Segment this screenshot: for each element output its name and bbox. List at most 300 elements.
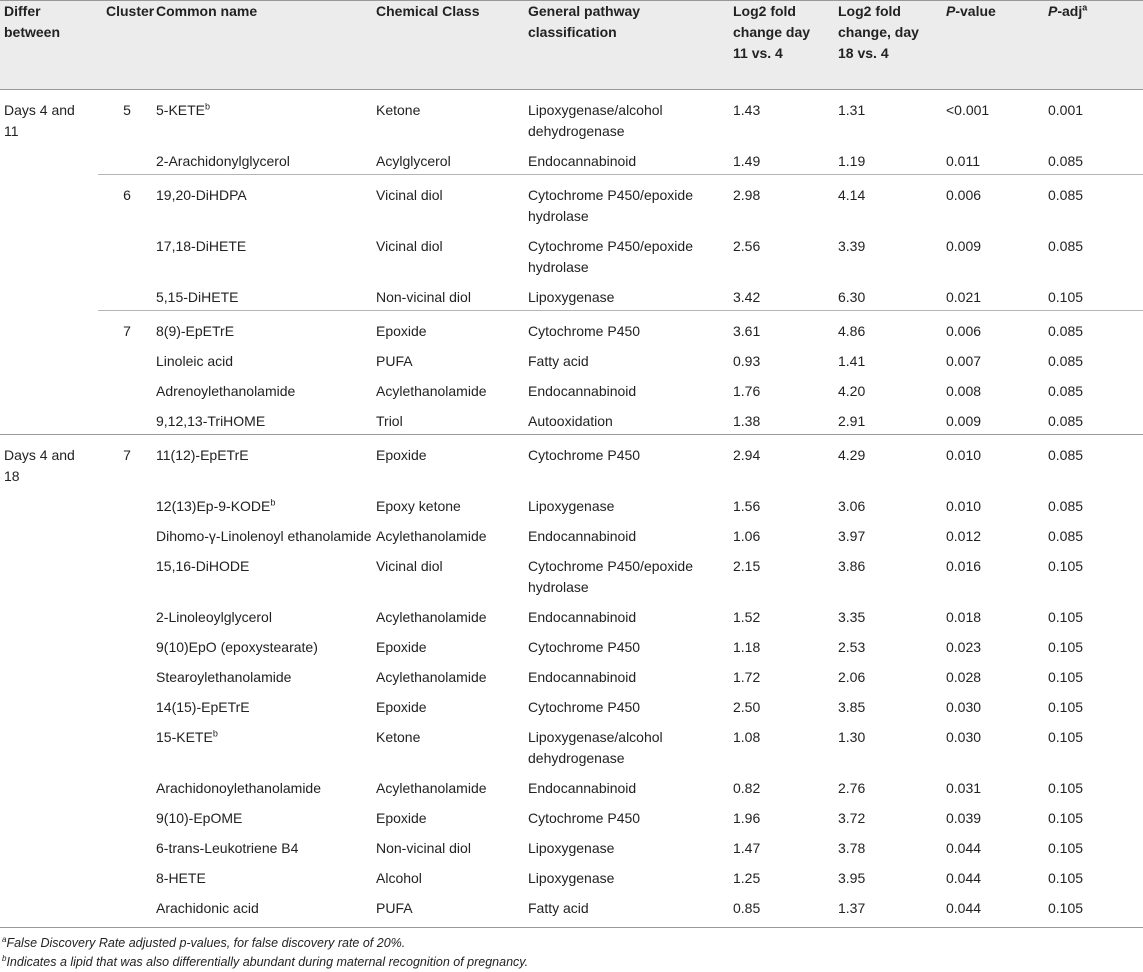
cell-common-name	[156, 229, 376, 280]
cell-log18-text: 2.53	[838, 639, 866, 655]
cell-log18	[838, 861, 946, 891]
cell-common-name	[156, 891, 376, 921]
cell-common-name	[156, 175, 376, 230]
table-row	[0, 374, 1143, 404]
cell-common-name-text: 17,18-DiHETE	[156, 238, 247, 254]
cell-pvalue-text: 0.028	[946, 669, 982, 685]
cell-chemical-class-text: Acylethanolamide	[376, 780, 487, 796]
cell-chemical-class	[376, 600, 528, 630]
cell-common-name-text: Arachidonoylethanolamide	[156, 780, 321, 796]
cell-common-name	[156, 690, 376, 720]
cell-log18	[838, 90, 946, 145]
cell-pathway-text: Lipoxygenase/alcohol dehydrogenase	[528, 729, 663, 766]
cell-log11-text: 0.93	[733, 353, 761, 369]
cell-log18	[838, 280, 946, 311]
cell-padj	[1048, 519, 1143, 549]
cell-pathway-text: Autooxidation	[528, 413, 613, 429]
cell-pathway-text: Lipoxygenase	[528, 870, 615, 886]
table-row	[0, 489, 1143, 519]
cell-pvalue-text: 0.010	[946, 498, 982, 514]
cell-differ	[0, 311, 98, 345]
cell-differ	[0, 280, 98, 311]
cell-pvalue	[946, 771, 1048, 801]
cell-pvalue	[946, 660, 1048, 690]
cell-log11	[733, 229, 838, 280]
cell-cluster	[98, 489, 156, 519]
cell-chemical-class-text: Vicinal diol	[376, 558, 443, 574]
cell-padj-text: 0.085	[1048, 528, 1084, 544]
cell-pathway-text: Cytochrome P450	[528, 639, 641, 655]
cell-padj-text: 0.085	[1048, 413, 1084, 429]
cell-pathway-text: Endocannabinoid	[528, 528, 637, 544]
cell-log18-text: 3.85	[838, 699, 866, 715]
cell-cluster-text: 6	[123, 187, 131, 203]
cell-common-name	[156, 144, 376, 175]
cell-padj-text: 0.085	[1048, 323, 1084, 339]
cell-chemical-class-text: Triol	[376, 413, 403, 429]
header-differ: Differ between	[0, 1, 98, 90]
cell-log18-text: 3.95	[838, 870, 866, 886]
header-log18: Log2 fold change, day 18 vs. 4	[838, 1, 946, 90]
header-chemical-class: Chemical Class	[376, 1, 528, 90]
cell-padj	[1048, 720, 1143, 771]
cell-pvalue-text: 0.044	[946, 900, 982, 916]
table-row	[0, 435, 1143, 490]
cell-pathway	[528, 144, 733, 175]
footnote-b-text: Indicates a lipid that was also differentially abundant during maternal recognition of pregnancy.	[6, 955, 529, 969]
cell-pvalue	[946, 374, 1048, 404]
cell-log18-text: 1.37	[838, 900, 866, 916]
cell-cluster-text: 5	[123, 102, 131, 118]
cell-cluster	[98, 280, 156, 311]
cell-chemical-class-text: Non-vicinal diol	[376, 840, 471, 856]
cell-cluster	[98, 801, 156, 831]
cell-padj-text: 0.085	[1048, 238, 1084, 254]
cell-pvalue-text: 0.009	[946, 413, 982, 429]
table-row	[0, 344, 1143, 374]
cell-pvalue-text: 0.016	[946, 558, 982, 574]
cell-chemical-class	[376, 831, 528, 861]
cell-log18-text: 4.14	[838, 187, 866, 203]
cell-pvalue	[946, 90, 1048, 145]
cell-pvalue	[946, 891, 1048, 921]
cell-pvalue-text: 0.009	[946, 238, 982, 254]
cell-log11	[733, 489, 838, 519]
header-cluster: Cluster	[98, 1, 156, 90]
cell-pvalue-text: 0.006	[946, 323, 982, 339]
cell-common-name	[156, 280, 376, 311]
cell-chemical-class-text: Vicinal diol	[376, 238, 443, 254]
cell-pvalue	[946, 280, 1048, 311]
cell-chemical-class	[376, 344, 528, 374]
cell-cluster	[98, 600, 156, 630]
cell-padj-text: 0.105	[1048, 699, 1084, 715]
cell-chemical-class	[376, 404, 528, 435]
cell-common-name	[156, 630, 376, 660]
cell-log11-text: 1.43	[733, 102, 761, 118]
table-row	[0, 519, 1143, 549]
cell-common-name	[156, 771, 376, 801]
cell-cluster	[98, 690, 156, 720]
cell-pvalue-text: 0.021	[946, 289, 982, 305]
cell-pathway	[528, 175, 733, 230]
cell-pvalue-text: 0.008	[946, 383, 982, 399]
cell-pathway	[528, 489, 733, 519]
cell-log11	[733, 435, 838, 490]
cell-pathway	[528, 280, 733, 311]
cell-log11	[733, 801, 838, 831]
cell-padj	[1048, 229, 1143, 280]
cell-differ	[0, 801, 98, 831]
cell-pvalue	[946, 630, 1048, 660]
table-row	[0, 861, 1143, 891]
cell-log18-text: 3.97	[838, 528, 866, 544]
cell-pathway	[528, 344, 733, 374]
cell-chemical-class-text: Vicinal diol	[376, 187, 443, 203]
cell-chemical-class	[376, 489, 528, 519]
cell-pvalue-text: 0.006	[946, 187, 982, 203]
cell-padj	[1048, 144, 1143, 175]
cell-pvalue-text: 0.012	[946, 528, 982, 544]
table-row	[0, 831, 1143, 861]
cell-padj	[1048, 435, 1143, 490]
cell-common-name	[156, 519, 376, 549]
cell-log11	[733, 630, 838, 660]
cell-log18-text: 1.41	[838, 353, 866, 369]
cell-cluster	[98, 374, 156, 404]
header-padj	[1048, 1, 1143, 90]
cell-common-name-text: 5-KETE	[156, 102, 206, 118]
cell-pathway-text: Lipoxygenase/alcohol dehydrogenase	[528, 102, 663, 139]
header-row	[0, 1, 1143, 90]
cell-pvalue-text: 0.039	[946, 810, 982, 826]
cell-log11	[733, 831, 838, 861]
cell-chemical-class	[376, 311, 528, 345]
cell-common-name	[156, 374, 376, 404]
cell-common-name-text: 12(13)Ep-9-KODE	[156, 498, 271, 514]
cell-differ	[0, 90, 98, 145]
cell-padj-text: 0.105	[1048, 558, 1084, 574]
cell-log18-text: 2.06	[838, 669, 866, 685]
cell-cluster	[98, 404, 156, 435]
cell-differ	[0, 489, 98, 519]
cell-common-name	[156, 600, 376, 630]
cell-cluster	[98, 519, 156, 549]
cell-pathway-text: Endocannabinoid	[528, 609, 637, 625]
cell-chemical-class	[376, 720, 528, 771]
cell-padj	[1048, 660, 1143, 690]
cell-log18	[838, 229, 946, 280]
cell-pvalue-text: 0.030	[946, 729, 982, 745]
cell-pathway-text: Endocannabinoid	[528, 153, 637, 169]
cell-pvalue-text: <0.001	[946, 102, 990, 118]
cell-differ	[0, 404, 98, 435]
cell-padj-text: 0.105	[1048, 289, 1084, 305]
cell-padj	[1048, 175, 1143, 230]
cell-differ	[0, 374, 98, 404]
cell-pvalue	[946, 801, 1048, 831]
cell-differ	[0, 690, 98, 720]
cell-common-name-text: 15-KETE	[156, 729, 213, 745]
cell-pvalue-text: 0.007	[946, 353, 982, 369]
cell-chemical-class	[376, 549, 528, 600]
cell-log18	[838, 175, 946, 230]
cell-log18-text: 4.20	[838, 383, 866, 399]
cell-chemical-class	[376, 891, 528, 921]
cell-padj-text: 0.085	[1048, 353, 1084, 369]
cell-pvalue-text: 0.044	[946, 870, 982, 886]
cell-log18-text: 6.30	[838, 289, 866, 305]
cell-log11	[733, 891, 838, 921]
cell-chemical-class	[376, 771, 528, 801]
cell-pathway-text: Cytochrome P450	[528, 447, 641, 463]
cell-pvalue-text: 0.010	[946, 447, 982, 463]
cell-differ	[0, 891, 98, 921]
footnote-b	[0, 953, 1143, 972]
cell-common-name	[156, 801, 376, 831]
cell-log18	[838, 801, 946, 831]
cell-pathway-text: Fatty acid	[528, 353, 589, 369]
cell-padj-text: 0.105	[1048, 780, 1084, 796]
cell-pvalue-text: 0.018	[946, 609, 982, 625]
cell-chemical-class	[376, 144, 528, 175]
cell-common-name	[156, 720, 376, 771]
cell-padj-text: 0.105	[1048, 729, 1084, 745]
cell-log11-text: 2.56	[733, 238, 761, 254]
cell-log11	[733, 374, 838, 404]
header-padj-sup: a	[1082, 2, 1088, 13]
cell-log11	[733, 311, 838, 345]
cell-differ	[0, 831, 98, 861]
cell-common-name	[156, 435, 376, 490]
cell-log18	[838, 690, 946, 720]
cell-cluster	[98, 660, 156, 690]
table-row	[0, 891, 1143, 921]
cell-log11-text: 1.25	[733, 870, 761, 886]
cell-log11-text: 2.98	[733, 187, 761, 203]
cell-log18	[838, 144, 946, 175]
cell-chemical-class-text: PUFA	[376, 353, 413, 369]
cell-pathway-text: Endocannabinoid	[528, 780, 637, 796]
cell-chemical-class-text: Non-vicinal diol	[376, 289, 471, 305]
cell-log18-text: 3.39	[838, 238, 866, 254]
cell-padj	[1048, 831, 1143, 861]
cell-log18	[838, 344, 946, 374]
cell-padj-text: 0.105	[1048, 669, 1084, 685]
cell-common-name	[156, 404, 376, 435]
cell-differ	[0, 600, 98, 630]
header-common-name: Common name	[156, 1, 376, 90]
cell-cluster	[98, 311, 156, 345]
cell-padj	[1048, 600, 1143, 630]
cell-pathway	[528, 831, 733, 861]
cell-common-name-text: 5,15-DiHETE	[156, 289, 239, 305]
cell-log11-text: 2.94	[733, 447, 761, 463]
cell-padj-text: 0.105	[1048, 870, 1084, 886]
cell-pathway-text: Endocannabinoid	[528, 669, 637, 685]
cell-log11-text: 1.56	[733, 498, 761, 514]
cell-chemical-class-text: Acylethanolamide	[376, 669, 487, 685]
cell-padj	[1048, 891, 1143, 921]
cell-pvalue-text: 0.044	[946, 840, 982, 856]
cell-log11-text: 1.08	[733, 729, 761, 745]
cell-chemical-class	[376, 519, 528, 549]
cell-log18	[838, 404, 946, 435]
header-padj-rest: -adj	[1057, 3, 1083, 19]
cell-differ	[0, 144, 98, 175]
cell-common-name-text: 15,16-DiHODE	[156, 558, 250, 574]
cell-padj-text: 0.085	[1048, 187, 1084, 203]
cell-pathway	[528, 720, 733, 771]
cell-chemical-class	[376, 690, 528, 720]
cell-pvalue	[946, 600, 1048, 630]
cell-log11-text: 1.76	[733, 383, 761, 399]
cell-pathway	[528, 690, 733, 720]
cell-common-name-text: 6-trans-Leukotriene B4	[156, 840, 299, 856]
cell-chemical-class-text: Acylethanolamide	[376, 383, 487, 399]
table-row	[0, 229, 1143, 280]
cell-log11-text: 0.85	[733, 900, 761, 916]
cell-log18	[838, 549, 946, 600]
cell-pvalue	[946, 144, 1048, 175]
cell-log11-text: 2.15	[733, 558, 761, 574]
header-pathway: General pathway classification	[528, 1, 733, 90]
cell-chemical-class-text: Epoxide	[376, 447, 427, 463]
cell-log18	[838, 771, 946, 801]
cell-pathway-text: Cytochrome P450	[528, 810, 641, 826]
cell-chemical-class-text: Epoxide	[376, 323, 427, 339]
cell-differ	[0, 175, 98, 230]
cell-padj	[1048, 549, 1143, 600]
cell-log18-text: 3.35	[838, 609, 866, 625]
cell-pathway-text: Cytochrome P450/epoxide hydrolase	[528, 238, 693, 275]
cell-padj-text: 0.105	[1048, 609, 1084, 625]
cell-pathway-text: Endocannabinoid	[528, 383, 637, 399]
cell-common-name-text: Stearoylethanolamide	[156, 669, 292, 685]
cell-pvalue	[946, 720, 1048, 771]
cell-chemical-class	[376, 801, 528, 831]
cell-cluster	[98, 344, 156, 374]
cell-log11-text: 1.72	[733, 669, 761, 685]
cell-common-name-text: Dihomo-γ-Linolenoyl ethanolamide	[156, 528, 372, 544]
cell-common-name-text: 2-Linoleoylglycerol	[156, 609, 272, 625]
cell-cluster	[98, 90, 156, 145]
cell-pathway	[528, 374, 733, 404]
cell-padj	[1048, 280, 1143, 311]
cell-pathway	[528, 660, 733, 690]
cell-pathway	[528, 519, 733, 549]
cell-padj	[1048, 374, 1143, 404]
table-row	[0, 144, 1143, 175]
cell-pathway-text: Lipoxygenase	[528, 498, 615, 514]
cell-log18-text: 1.19	[838, 153, 866, 169]
table-row	[0, 660, 1143, 690]
cell-common-name	[156, 660, 376, 690]
cell-padj-text: 0.001	[1048, 102, 1084, 118]
cell-differ	[0, 771, 98, 801]
table-body	[0, 90, 1143, 922]
cell-padj	[1048, 690, 1143, 720]
table-row	[0, 801, 1143, 831]
cell-pathway-text: Cytochrome P450/epoxide hydrolase	[528, 558, 693, 595]
cell-chemical-class	[376, 861, 528, 891]
cell-cluster	[98, 229, 156, 280]
cell-differ-text: Days 4 and 18	[4, 447, 75, 484]
cell-padj-text: 0.085	[1048, 498, 1084, 514]
cell-log11	[733, 771, 838, 801]
cell-log11-text: 3.42	[733, 289, 761, 305]
cell-common-name-text: Linoleic acid	[156, 353, 234, 369]
cell-cluster-text: 7	[123, 447, 131, 463]
cell-log11-text: 0.82	[733, 780, 761, 796]
cell-log11-text: 1.47	[733, 840, 761, 856]
cell-common-name-text: 8(9)-EpETrE	[156, 323, 235, 339]
cell-pathway-text: Lipoxygenase	[528, 289, 615, 305]
footnote-b-mark: b	[2, 953, 7, 963]
cell-pathway-text: Cytochrome P450/epoxide hydrolase	[528, 187, 693, 224]
cell-common-name-text: 19,20-DiHDPA	[156, 187, 247, 203]
cell-log11-text: 1.06	[733, 528, 761, 544]
cell-pathway	[528, 891, 733, 921]
cell-log18	[838, 831, 946, 861]
cell-chemical-class	[376, 630, 528, 660]
cell-chemical-class-text: Acylglycerol	[376, 153, 451, 169]
cell-padj	[1048, 771, 1143, 801]
cell-log11	[733, 720, 838, 771]
cell-padj-text: 0.085	[1048, 383, 1084, 399]
cell-log11	[733, 144, 838, 175]
cell-chemical-class	[376, 374, 528, 404]
cell-pvalue-text: 0.023	[946, 639, 982, 655]
cell-common-name-text: 11(12)-EpETrE	[156, 447, 249, 463]
cell-log11-text: 1.49	[733, 153, 761, 169]
cell-log11-text: 2.50	[733, 699, 761, 715]
cell-pvalue	[946, 344, 1048, 374]
cell-log18	[838, 374, 946, 404]
cell-differ	[0, 344, 98, 374]
cell-log18-text: 3.78	[838, 840, 866, 856]
cell-pathway-text: Cytochrome P450	[528, 699, 641, 715]
cell-chemical-class	[376, 175, 528, 230]
cell-chemical-class-text: Epoxide	[376, 699, 427, 715]
cell-pathway	[528, 801, 733, 831]
cell-log18-text: 4.29	[838, 447, 866, 463]
cell-chemical-class-text: Epoxide	[376, 810, 427, 826]
footnote-a	[0, 934, 1143, 953]
cell-log11	[733, 660, 838, 690]
cell-log11	[733, 861, 838, 891]
cell-log11	[733, 344, 838, 374]
cell-log11	[733, 404, 838, 435]
table-row	[0, 600, 1143, 630]
cell-chemical-class	[376, 280, 528, 311]
cell-chemical-class-text: Ketone	[376, 729, 421, 745]
cell-pathway	[528, 771, 733, 801]
cell-padj	[1048, 801, 1143, 831]
cell-common-name	[156, 90, 376, 145]
footnote-marker: b	[212, 728, 218, 739]
cell-pathway	[528, 404, 733, 435]
cell-common-name-text: 14(15)-EpETrE	[156, 699, 250, 715]
cell-padj-text: 0.085	[1048, 447, 1084, 463]
cell-pathway-text: Fatty acid	[528, 900, 589, 916]
cell-log11-text: 1.52	[733, 609, 761, 625]
cell-cluster	[98, 175, 156, 230]
cell-cluster	[98, 831, 156, 861]
cell-common-name	[156, 489, 376, 519]
cell-cluster	[98, 861, 156, 891]
cell-pathway	[528, 861, 733, 891]
